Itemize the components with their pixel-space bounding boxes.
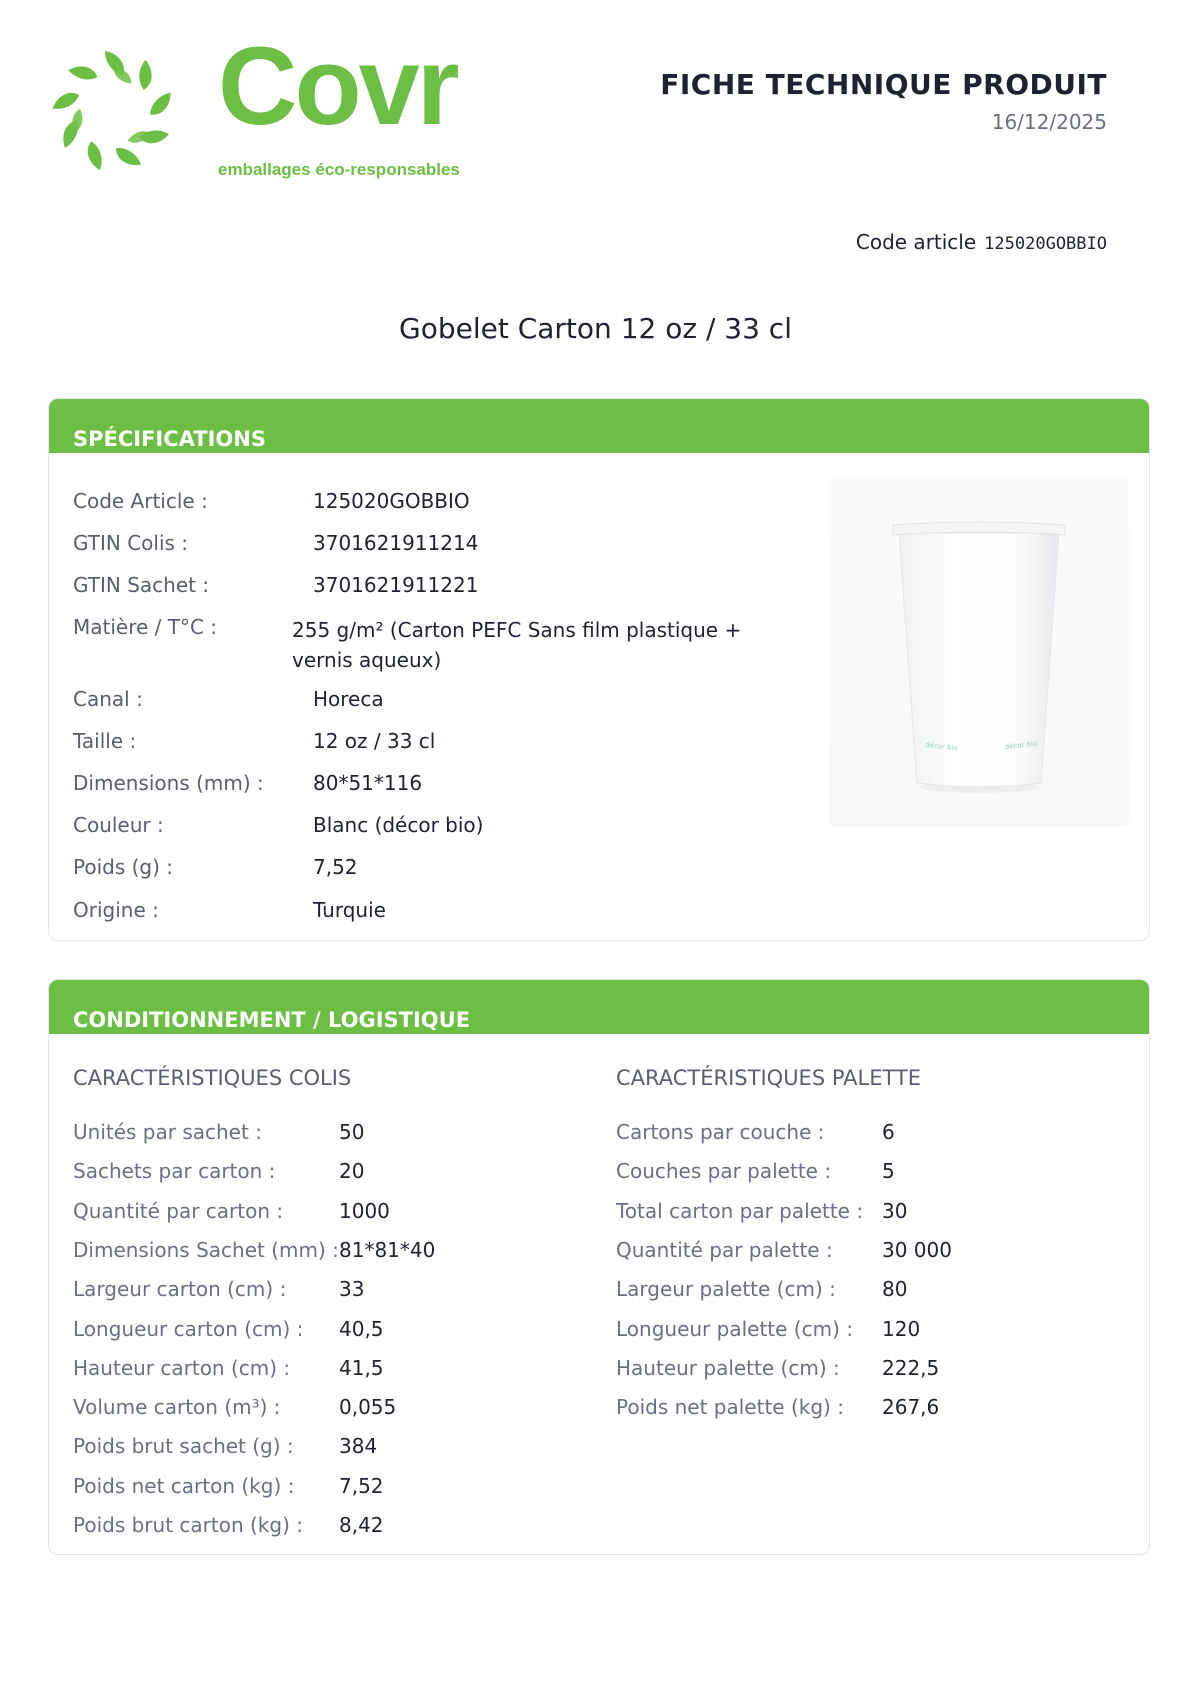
- logistics-label: Cartons par couche :: [616, 1120, 825, 1144]
- spec-value: 255 g/m² (Carton PEFC Sans film plastique + vernis aqueux): [292, 618, 742, 672]
- logistics-label: Largeur carton (cm) :: [73, 1277, 287, 1302]
- logistics-value: 41,5: [339, 1355, 384, 1380]
- spec-label: Origine :: [73, 898, 159, 922]
- logistics-value: 0,055: [339, 1395, 397, 1420]
- palette-title: CARACTÉRISTIQUES PALETTE: [616, 1066, 922, 1090]
- logistics-value: 20: [339, 1159, 365, 1184]
- logistics-value: 6: [882, 1120, 895, 1144]
- spec-label: Matière / T°C :: [73, 615, 218, 639]
- logistics-label: Longueur palette (cm) :: [616, 1316, 853, 1341]
- spec-value: 3701621911221: [313, 573, 479, 597]
- logistics-value: 222,5: [882, 1355, 940, 1380]
- document-title: FICHE TECHNIQUE PRODUIT: [660, 68, 1107, 101]
- logistics-value: 30 000: [882, 1237, 952, 1262]
- brand-tagline: emballages éco-responsables: [218, 160, 460, 179]
- logistics-label: Hauteur carton (cm) :: [73, 1355, 291, 1380]
- logistics-label: Quantité par carton :: [73, 1198, 284, 1223]
- brand-name: Covr: [218, 25, 457, 148]
- logistics-value: 30: [882, 1198, 908, 1223]
- logistics-value: 384: [339, 1434, 378, 1459]
- brand-logo: [48, 25, 488, 186]
- paper-cup-icon: [829, 477, 1129, 827]
- spec-value: 3701621911214: [313, 531, 479, 555]
- logistics-value: 267,6: [882, 1395, 940, 1420]
- logistics-value: 7,52: [339, 1473, 384, 1498]
- logistics-title: CONDITIONNEMENT / LOGISTIQUE: [49, 980, 1149, 1034]
- spec-label: Couleur :: [73, 813, 164, 837]
- product-image: [829, 477, 1129, 827]
- spec-label: Code Article :: [73, 489, 208, 513]
- logistics-label: Hauteur palette (cm) :: [616, 1355, 840, 1380]
- logistics-value: 1000: [339, 1198, 390, 1223]
- spec-value: 80*51*116: [313, 771, 423, 795]
- leaf-wreath-icon: [48, 46, 178, 176]
- logistics-value: 80: [882, 1277, 908, 1302]
- spec-value: 125020GOBBIO: [313, 489, 470, 513]
- logistics-label: Sachets par carton :: [73, 1159, 276, 1184]
- logistics-label: Volume carton (m³) :: [73, 1395, 281, 1420]
- spec-label: GTIN Sachet :: [73, 573, 210, 597]
- logistics-label: Unités par sachet :: [73, 1120, 262, 1144]
- logistics-value: 81*81*40: [339, 1237, 436, 1262]
- spec-label: Poids (g) :: [73, 855, 174, 879]
- spec-label: Taille :: [73, 729, 137, 753]
- logistics-value: 40,5: [339, 1316, 384, 1341]
- logistics-label: Dimensions Sachet (mm) :: [73, 1237, 339, 1262]
- spec-label: Canal :: [73, 687, 143, 711]
- code-article-value: 125020GOBBIO: [984, 234, 1107, 254]
- logistics-label: Largeur palette (cm) :: [616, 1277, 836, 1302]
- spec-value: 12 oz / 33 cl: [313, 729, 436, 753]
- logistics-value: 33: [339, 1277, 365, 1302]
- spec-value: Turquie: [313, 898, 386, 922]
- logistics-label: Poids brut carton (kg) :: [73, 1513, 303, 1537]
- spec-value: Blanc (décor bio): [313, 813, 484, 837]
- logistics-panel: [48, 979, 1150, 1555]
- logistics-label: Poids brut sachet (g) :: [73, 1434, 294, 1459]
- colis-title: CARACTÉRISTIQUES COLIS: [73, 1066, 352, 1090]
- svg-text:décor bio: décor bio: [924, 741, 959, 753]
- logistics-value: 8,42: [339, 1513, 384, 1537]
- logistics-value: 120: [882, 1316, 921, 1341]
- logistics-value: 50: [339, 1120, 365, 1144]
- spec-value: 7,52: [313, 855, 358, 879]
- document-date: 16/12/2025: [991, 110, 1107, 134]
- spec-label: Dimensions (mm) :: [73, 771, 264, 795]
- logistics-label: Poids net carton (kg) :: [73, 1473, 295, 1498]
- specifications-panel: [48, 398, 1150, 941]
- specifications-title: SPÉCIFICATIONS: [49, 399, 1149, 453]
- logistics-label: Total carton par palette :: [616, 1198, 864, 1223]
- logistics-label: Poids net palette (kg) :: [616, 1395, 844, 1420]
- spec-value: Horeca: [313, 687, 384, 711]
- logistics-value: 5: [882, 1159, 895, 1184]
- logistics-label: Longueur carton (cm) :: [73, 1316, 304, 1341]
- logistics-label: Couches par palette :: [616, 1159, 832, 1184]
- logistics-label: Quantité par palette :: [616, 1237, 833, 1262]
- code-article-line: [856, 230, 1107, 254]
- spec-label: GTIN Colis :: [73, 531, 189, 555]
- code-article-label: Code article: [855, 230, 977, 254]
- svg-text:décor bio: décor bio: [1004, 739, 1038, 751]
- product-title: Gobelet Carton 12 oz / 33 cl: [399, 312, 792, 345]
